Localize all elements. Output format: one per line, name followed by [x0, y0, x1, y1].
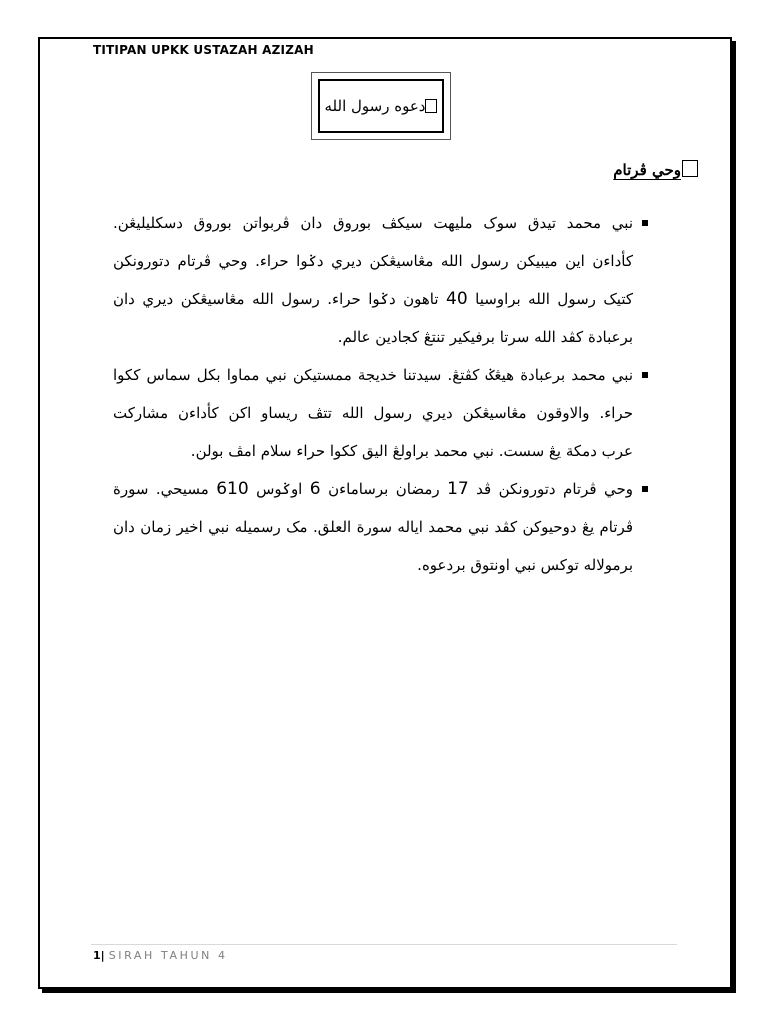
checkbox-glyph-icon — [682, 160, 698, 177]
bullet-square-icon — [642, 372, 648, 378]
title-box-label — [325, 97, 438, 115]
footer-label: SIRAH TAHUN 4 — [108, 949, 228, 962]
footer — [93, 949, 228, 962]
footer-divider — [91, 944, 677, 945]
title-text: دعوه رسول الله — [324, 97, 426, 115]
text-line — [113, 550, 633, 588]
text-run: اوݢوس — [248, 480, 310, 498]
number: 610 — [216, 479, 249, 499]
text-line — [113, 474, 633, 512]
bullet-list — [113, 208, 633, 588]
section-heading — [613, 160, 698, 179]
text-line — [113, 208, 633, 246]
footer-separator: | — [100, 949, 105, 962]
text-run: عرب دمكة يڠ سست. نبي محمد براولڠ اليق ککوا حراء سلام امڤ بولن. — [190, 442, 633, 460]
number: 17 — [447, 479, 469, 499]
number: 6 — [309, 479, 321, 499]
text-line — [113, 398, 633, 436]
list-item — [113, 360, 633, 474]
bullet-square-icon — [642, 220, 648, 226]
text-run: مسيحي. سورة — [113, 480, 217, 498]
text-line — [113, 322, 633, 360]
text-run: نبي محمد تيدق سوک ملیهت سیکڤ بوروق دان ڤربواتن بوروق دسکليليڠن. — [113, 214, 633, 232]
text-run: ڤرتام يڠ دوحيوكن كڤد نبي محمد اياله سورة العلق. مک رسميله نبي اخير زمان دان — [113, 518, 633, 536]
text-line — [113, 436, 633, 474]
text-line — [113, 246, 633, 284]
text-run: تاهون دݢوا حراء. رسول الله مڠاسيڠكن ديري دان — [113, 290, 447, 308]
text-line — [113, 360, 633, 398]
text-line — [113, 512, 633, 550]
text-run: كأداءن اين ميبيكن رسول الله مڠاسيڠكن ديري دݢوا حراء. وحي ڤرتام دتورونكن — [113, 252, 633, 270]
text-line — [113, 284, 633, 322]
checkbox-glyph-icon — [425, 99, 437, 113]
list-item — [113, 474, 633, 588]
page-number: 1 — [93, 949, 101, 962]
document-header: TITIPAN UPKK USTAZAH AZIZAH — [93, 43, 314, 57]
bullet-square-icon — [642, 486, 648, 492]
text-run: كتيک رسول الله براوسيا — [467, 290, 633, 308]
text-run: رمضان برساماءن — [320, 480, 448, 498]
title-box — [311, 72, 451, 140]
text-run: برعبادة كڤد الله سرتا برفيكير تنتڠ كجادين عالم. — [337, 328, 633, 346]
title-box-inner — [318, 79, 444, 133]
text-run: برمولاله توكس نبي اونتوق بردعوه. — [417, 556, 633, 574]
text-run: حراء. والاوقون مڠاسيڠكن ديري رسول الله تتڤ ريساو اكن كأداءن مشاركت — [113, 404, 633, 422]
text-run: وحي ڤرتام دتورونكن ڤد — [468, 480, 633, 498]
section-heading-text: وحي ڤرتام — [613, 161, 681, 179]
number: 40 — [446, 289, 468, 309]
list-item — [113, 208, 633, 360]
text-run: نبي محمد برعبادة هيڠݢ كڤتڠ. سيدتنا خديجة ممستيكن نبي مماوا بكل سماس ککوا — [113, 366, 633, 384]
